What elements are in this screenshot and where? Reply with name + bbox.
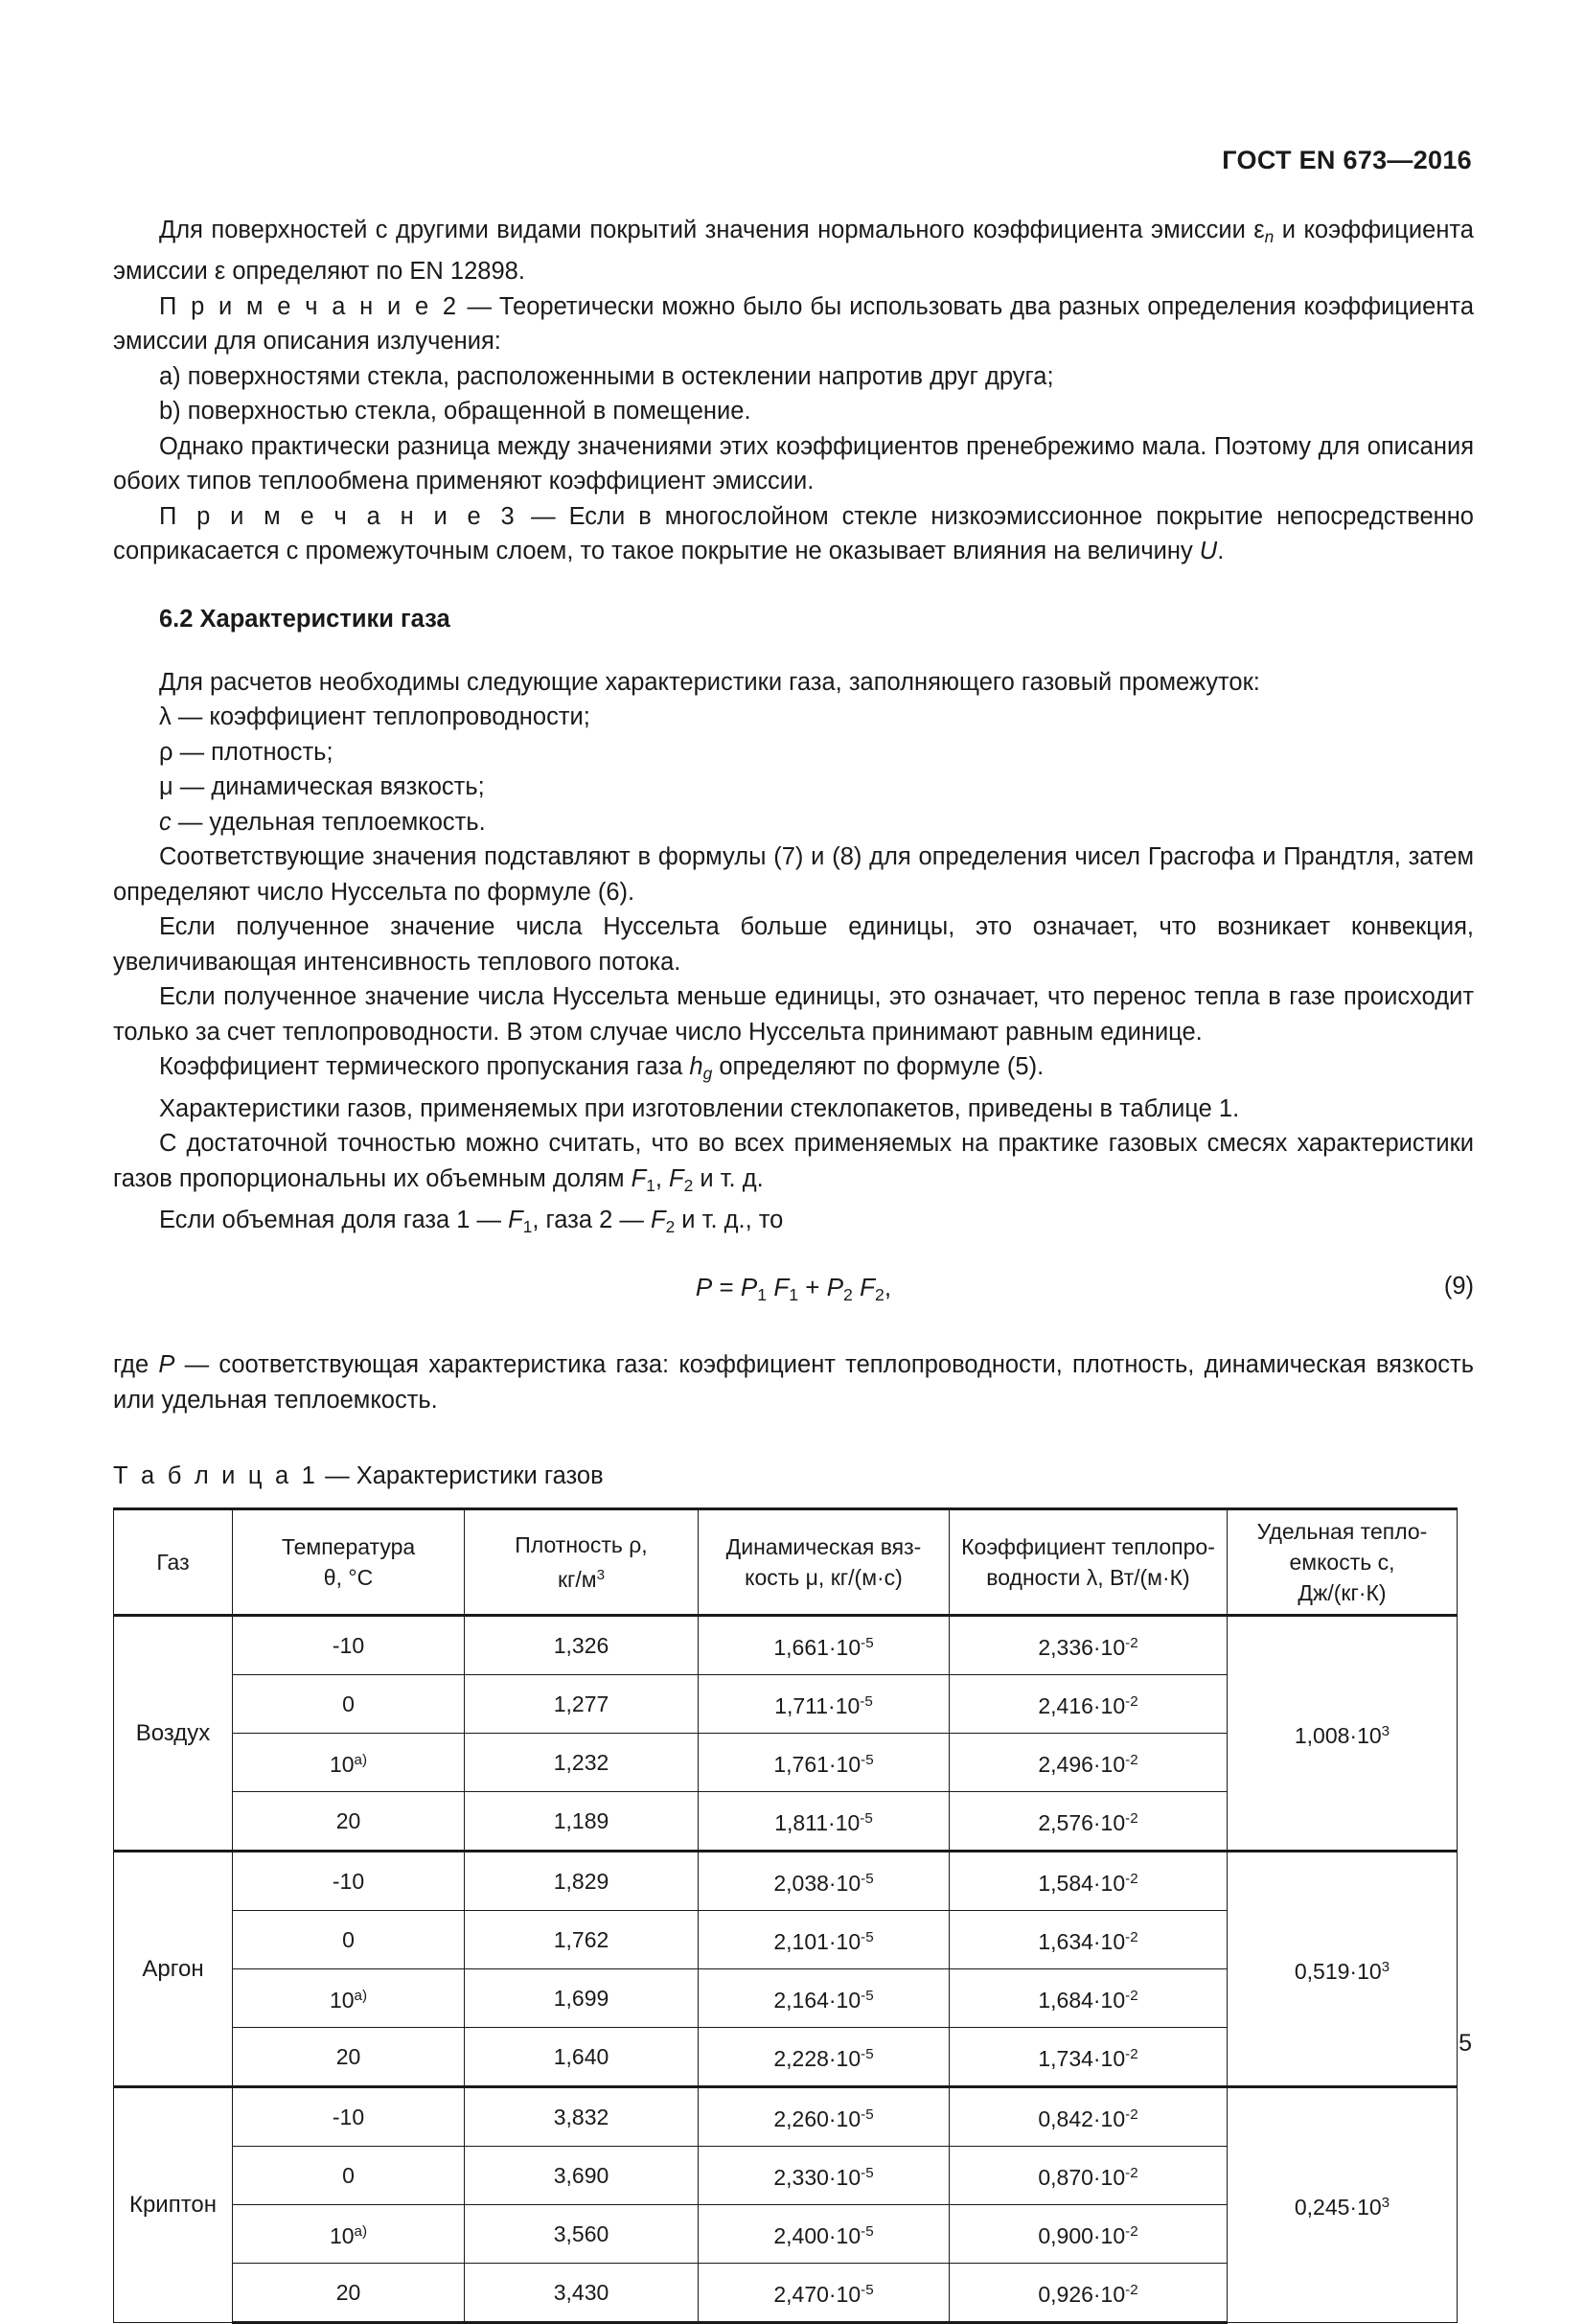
cell-heat-capacity: $0,519\cdot 10^3$: [1228, 1852, 1458, 2087]
paragraph-nusselt-less: Если полученное значение числа Нуссельта меньше единицы, это означает, что перенос тепла в газе происходит только за счет теплопроводности. В этом случае число Нуссельта принимают равным единице.: [113, 983, 1474, 1046]
epsilon-subscript-n: n: [1264, 226, 1275, 246]
table-row: [114, 1852, 1458, 1911]
cell-conductivity: $1,734\cdot 10^{-2}$: [950, 2028, 1228, 2087]
cell-density: 1,326: [465, 1616, 699, 1675]
symbol-h: h: [689, 1053, 703, 1081]
paragraph-volume-before: Если объемная доля газа 1 —: [159, 1207, 509, 1234]
cell-temperature: -10: [233, 2087, 465, 2147]
note-3-text-after: .: [1217, 538, 1225, 565]
symbol-f1-subscript: 1: [646, 1175, 655, 1195]
cell-temperature: 0: [233, 1911, 465, 1969]
symbol-f1: F: [631, 1164, 647, 1192]
cell-temperature: -10: [233, 1616, 465, 1675]
cell-conductivity: $2,576\cdot 10^{-2}$: [950, 1792, 1228, 1852]
cell-density: 3,690: [465, 2147, 699, 2205]
cell-temperature: 20: [233, 2028, 465, 2087]
paragraph-hg-before: Коэффициент термического пропускания газа: [159, 1053, 690, 1081]
cell-density: 1,699: [465, 1969, 699, 2028]
formula-9-number: (9): [1443, 1273, 1474, 1300]
paragraph-however: Однако практически разница между значениями этих коэффициентов пренебрежимо мала. Поэтому для описания обоих типов теплообмена применяют коэффициент эмиссии.: [113, 432, 1474, 495]
symbol-f2: F: [669, 1164, 684, 1192]
paragraph-accuracy: [113, 1126, 1474, 1203]
column-header-temperature-line1: Температура: [281, 1534, 416, 1560]
paragraph-accuracy-mid: ,: [655, 1164, 670, 1192]
column-header-density-line1: Плотность ρ,: [515, 1532, 648, 1558]
cell-viscosity: $2,400\cdot 10^{-5}$: [699, 2205, 950, 2264]
cell-conductivity: $2,336\cdot 10^{-2}$: [950, 1616, 1228, 1675]
table-row: [114, 1616, 1458, 1675]
cell-conductivity: $1,634\cdot 10^{-2}$: [950, 1911, 1228, 1969]
symbol-f2-b: F: [651, 1207, 666, 1234]
paragraph-coatings-part2: и коэффициента эмиссии ε определяют по EN 12898.: [113, 217, 1474, 286]
note-2-item-b: b) поверхностью стекла, обращенной в помещение.: [159, 398, 751, 426]
column-header-temperature-line2: θ, °C: [323, 1565, 374, 1591]
paragraph-volume-fraction: [113, 1203, 1474, 1244]
cell-gas-name: Криптон: [114, 2087, 233, 2323]
definition-c-symbol: c: [159, 808, 172, 836]
cell-temperature: 10$^{a)}$: [233, 1969, 465, 2028]
cell-conductivity: $2,416\cdot 10^{-2}$: [950, 1675, 1228, 1734]
cell-temperature: 20: [233, 1792, 465, 1852]
cell-viscosity: $1,661\cdot 10^{-5}$: [699, 1616, 950, 1675]
table-row: [114, 2087, 1458, 2147]
definition-lambda: [113, 700, 1474, 735]
definition-mu-text: — динамическая вязкость;: [172, 773, 485, 801]
definition-rho-symbol: ρ: [159, 738, 173, 766]
column-header-heat-capacity: [1228, 1509, 1458, 1616]
column-header-heat-capacity-line3: Дж/(кг·К): [1298, 1580, 1387, 1606]
symbol-h-subscript-g: g: [702, 1064, 713, 1084]
cell-viscosity: $2,260\cdot 10^{-5}$: [699, 2087, 950, 2147]
note-2-item-a: a) поверхностями стекла, расположенными в остеклении напротив друг друга;: [159, 362, 1054, 390]
column-header-viscosity: [699, 1509, 950, 1616]
paragraph-where-after: — соответствующая характеристика газа: коэффициент теплопроводности, плотность, динамическая вязкость или удельная теплоемкость.: [113, 1351, 1474, 1414]
note-3-text-before: — Если в многослойном стекле низкоэмиссионное покрытие непосредственно соприкасается с промежуточным слоем, то такое покрытие не оказывает влияния на величину: [113, 502, 1474, 565]
cell-density: 1,640: [465, 2028, 699, 2087]
paragraph-hg-after: определяют по формуле (5).: [712, 1053, 1045, 1081]
cell-density: 1,829: [465, 1852, 699, 1911]
cell-viscosity: $2,470\cdot 10^{-5}$: [699, 2264, 950, 2323]
formula-row-9: [113, 1273, 1474, 1323]
cell-density: 3,430: [465, 2264, 699, 2323]
cell-conductivity: $1,584\cdot 10^{-2}$: [950, 1852, 1228, 1911]
table-body: [114, 1616, 1458, 2323]
gas-properties-table: [113, 1507, 1458, 2324]
paragraph-coatings-part1: Для поверхностей с другими видами покрытий значения нормального коэффициента эмиссии ε: [159, 217, 1265, 243]
table-caption-label: Т а б л и ц а 1: [113, 1462, 319, 1490]
definition-mu: [113, 770, 1474, 805]
cell-conductivity: $2,496\cdot 10^{-2}$: [950, 1734, 1228, 1792]
definition-rho-text: — плотность;: [172, 738, 333, 766]
table-caption-text: — Характеристики газов: [318, 1462, 604, 1490]
column-header-conductivity-line2: водности λ, Вт/(м·К): [986, 1565, 1190, 1591]
cell-gas-name: Воздух: [114, 1616, 233, 1852]
column-header-temperature: [233, 1509, 465, 1616]
definition-lambda-symbol: λ: [159, 703, 172, 731]
paragraph-volume-mid: , газа 2 —: [532, 1207, 651, 1234]
paragraph-where-before: где: [113, 1351, 159, 1379]
paragraph-volume-after: и т. д., то: [675, 1207, 784, 1234]
column-header-gas-line1: Газ: [156, 1550, 190, 1576]
definition-rho: [113, 735, 1474, 771]
cell-density: 1,762: [465, 1911, 699, 1969]
cell-temperature: 10$^{a)}$: [233, 1734, 465, 1792]
symbol-f1-b: F: [508, 1207, 523, 1234]
column-header-density: [465, 1509, 699, 1616]
cell-density: 1,277: [465, 1675, 699, 1734]
column-header-viscosity-line1: Динамическая вяз-: [725, 1534, 922, 1560]
cell-viscosity: $1,761\cdot 10^{-5}$: [699, 1734, 950, 1792]
cell-viscosity: $2,228\cdot 10^{-5}$: [699, 2028, 950, 2087]
paragraph-where-p: [113, 1347, 1474, 1417]
paragraph-table-reference: Характеристики газов, применяемых при изготовлении стеклопакетов, приведены в таблице 1.: [159, 1094, 1240, 1122]
cell-density: 1,232: [465, 1734, 699, 1792]
note-3-label: П р и м е ч а н и е 3: [159, 502, 518, 530]
cell-viscosity: $2,101\cdot 10^{-5}$: [699, 1911, 950, 1969]
symbol-f2-subscript: 2: [683, 1175, 694, 1195]
paragraph-needed-properties: Для расчетов необходимы следующие характеристики газа, заполняющего газовый промежуток:: [159, 668, 1260, 696]
column-header-heat-capacity-line2: емкость c,: [1289, 1550, 1395, 1576]
formula-9: $P = P_1$ $F_1 + P_2$ $F_2$,: [695, 1273, 892, 1305]
paragraph-coatings: [113, 213, 1474, 289]
cell-viscosity: $2,330\cdot 10^{-5}$: [699, 2147, 950, 2205]
column-header-heat-capacity-line1: Удельная тепло-: [1256, 1519, 1428, 1545]
paragraph-hg: [113, 1049, 1474, 1091]
cell-conductivity: $0,870\cdot 10^{-2}$: [950, 2147, 1228, 2205]
paragraph-accuracy-before: С достаточной точностью можно считать, что во всех применяемых на практике газовых смесях характеристики газов пропорциональны их объемным долям: [113, 1130, 1474, 1192]
table-caption: [113, 1460, 1474, 1492]
column-header-gas: [114, 1509, 233, 1616]
cell-temperature: 20: [233, 2264, 465, 2323]
paragraph-accuracy-after: и т. д.: [693, 1164, 764, 1192]
note-3: [113, 499, 1474, 569]
symbol-f1-b-subscript: 1: [522, 1216, 533, 1236]
definition-lambda-text: — коэффициент теплопроводности;: [171, 703, 590, 731]
cell-heat-capacity: $1,008\cdot 10^3$: [1228, 1616, 1458, 1852]
cell-gas-name: Аргон: [114, 1852, 233, 2087]
cell-temperature: 10$^{a)}$: [233, 2205, 465, 2264]
section-title-6-2: 6.2 Характеристики газа: [159, 605, 450, 633]
definition-c-text: — удельная теплоемкость.: [171, 808, 486, 836]
cell-conductivity: $0,842\cdot 10^{-2}$: [950, 2087, 1228, 2147]
definition-mu-symbol: μ: [159, 773, 173, 801]
cell-temperature: 0: [233, 2147, 465, 2205]
cell-heat-capacity: $0,245\cdot 10^3$: [1228, 2087, 1458, 2323]
column-header-viscosity-line2: кость μ, кг/(м·с): [745, 1565, 903, 1591]
column-header-conductivity-line1: Коэффициент теплопро-: [961, 1534, 1215, 1560]
cell-density: 3,560: [465, 2205, 699, 2264]
note-2-label: П р и м е ч а н и е 2: [159, 292, 460, 320]
symbol-p: P: [158, 1351, 175, 1379]
paragraph-substitute: Соответствующие значения подставляют в формулы (7) и (8) для определения чисел Грасгофа и Прандтля, затем определяют число Нуссельта по формуле (6).: [113, 843, 1474, 906]
symbol-f2-b-subscript: 2: [665, 1216, 676, 1236]
cell-viscosity: $1,711\cdot 10^{-5}$: [699, 1675, 950, 1734]
cell-conductivity: $0,900\cdot 10^{-2}$: [950, 2205, 1228, 2264]
cell-conductivity: $1,684\cdot 10^{-2}$: [950, 1969, 1228, 2028]
cell-density: 1,189: [465, 1792, 699, 1852]
note-2-text: — Теоретически можно было бы использовать два разных определения коэффициента эмиссии для описания излучения:: [113, 292, 1475, 356]
definition-c: [113, 805, 1474, 840]
note-2: [113, 289, 1474, 359]
symbol-u: U: [1199, 538, 1218, 565]
cell-temperature: -10: [233, 1852, 465, 1911]
page-content: [113, 213, 1474, 2324]
paragraph-nusselt-greater: Если полученное значение числа Нуссельта больше единицы, это означает, что возникает конвекция, увеличивающая интенсивность теплового потока.: [113, 913, 1474, 976]
cell-conductivity: $0,926\cdot 10^{-2}$: [950, 2264, 1228, 2323]
page-number: 5: [1459, 2030, 1472, 2057]
column-header-density-line2: $кг/м^3$: [557, 1567, 606, 1593]
cell-viscosity: $2,164\cdot 10^{-5}$: [699, 1969, 950, 2028]
document-header: ГОСТ EN 673—2016: [1222, 146, 1472, 174]
column-header-conductivity: [950, 1509, 1228, 1616]
cell-viscosity: $1,811\cdot 10^{-5}$: [699, 1792, 950, 1852]
cell-viscosity: $2,038\cdot 10^{-5}$: [699, 1852, 950, 1911]
table-header-row: [114, 1509, 1458, 1616]
cell-density: 3,832: [465, 2087, 699, 2147]
cell-temperature: 0: [233, 1675, 465, 1734]
